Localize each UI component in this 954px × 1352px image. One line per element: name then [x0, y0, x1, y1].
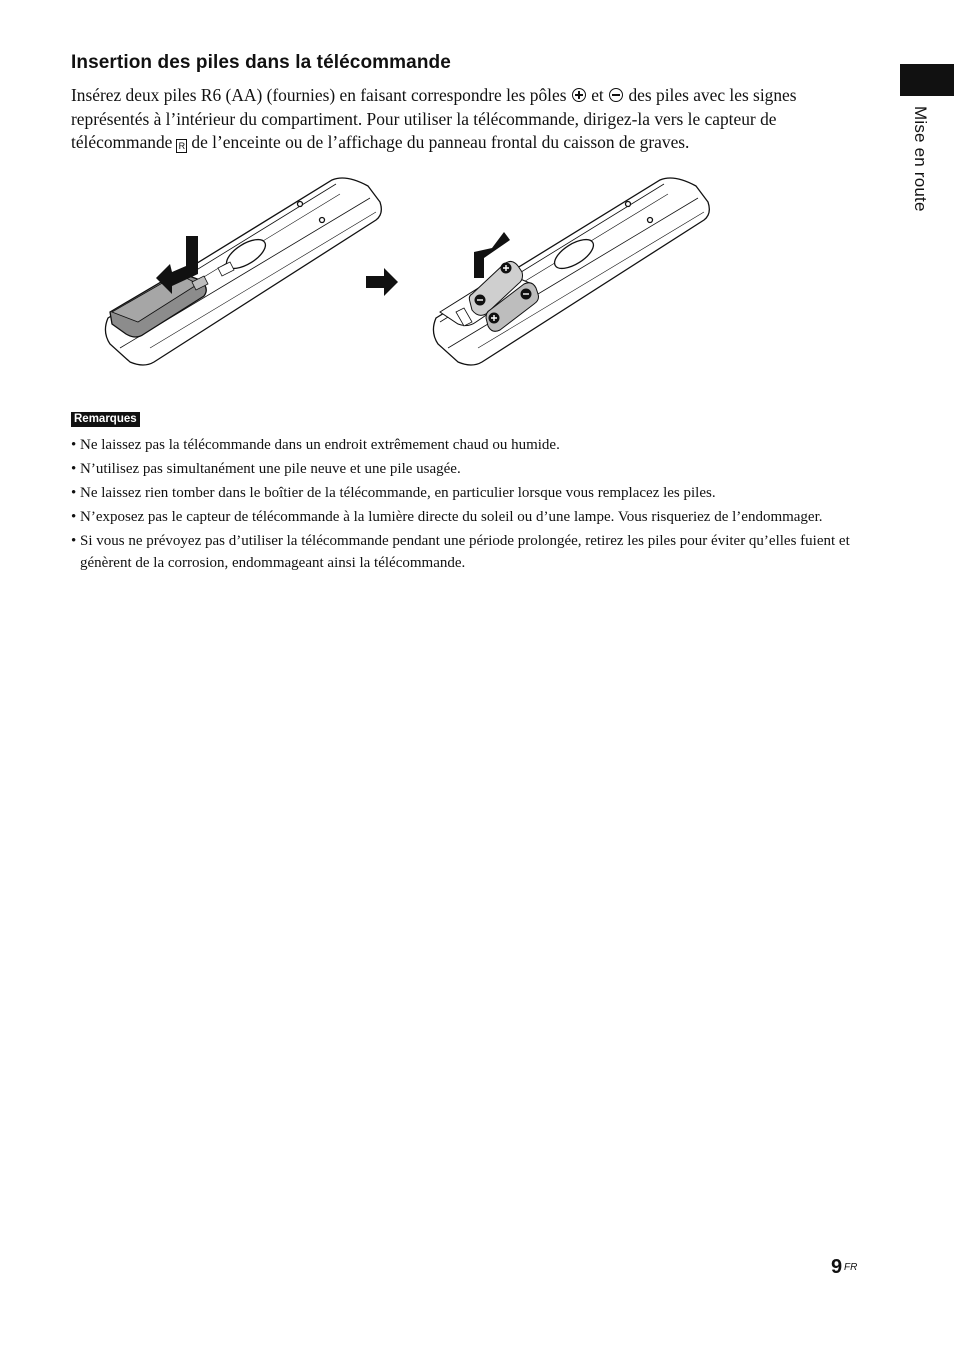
notes-item: • Ne laissez pas la télécommande dans un endroit extrêmement chaud ou humide. [71, 434, 851, 456]
intro-text-and: et [591, 85, 604, 105]
section-tab-label: Mise en route [911, 106, 930, 212]
notes-item: • N’exposez pas le capteur de télécommande à la lumière directe du soleil ou d’une lampe. Vous risqueriez de l’endommager. [71, 506, 851, 528]
remote-open-cover-illustration [105, 178, 381, 365]
page-number: 9 [831, 1256, 843, 1278]
remote-sensor-icon: R [176, 139, 187, 153]
notes-item: • Ne laissez rien tomber dans le boîtier de la télécommande, en particulier lorsque vous remplacez les piles. [71, 482, 851, 504]
section-tab-marker [900, 64, 954, 96]
notes-title-badge: Remarques [71, 412, 140, 427]
minus-pole-icon [609, 88, 623, 102]
intro-text-part3: de l’enceinte ou de l’affichage du panneau frontal du caisson de graves. [191, 132, 690, 152]
intro-text-part2: des piles avec les signes représentés à l’intérieur du compartiment. Pour utiliser la télécommande, dirigez-la vers le capteur de télécommande [71, 85, 797, 152]
next-step-arrow-icon [366, 268, 398, 296]
section-heading: Insertion des piles dans la télécommande [71, 52, 451, 73]
notes-list [71, 434, 851, 576]
intro-text-part1: Insérez deux piles R6 (AA) (fournies) en faisant correspondre les pôles [71, 85, 567, 105]
notes-item: • Si vous ne prévoyez pas d’utiliser la télécommande pendant une période prolongée, retirez les piles pour éviter qu’elles fuient et génèrent de la corrosion, endommageant ainsi la télécommande. [71, 530, 851, 574]
notes-item: • N’utilisez pas simultanément une pile neuve et une pile usagée. [71, 458, 851, 480]
remote-insert-batteries-illustration [433, 178, 709, 365]
plus-pole-icon [572, 88, 586, 102]
intro-paragraph [71, 84, 861, 155]
page-language: FR [844, 1262, 858, 1273]
battery-insertion-illustration [100, 172, 720, 372]
